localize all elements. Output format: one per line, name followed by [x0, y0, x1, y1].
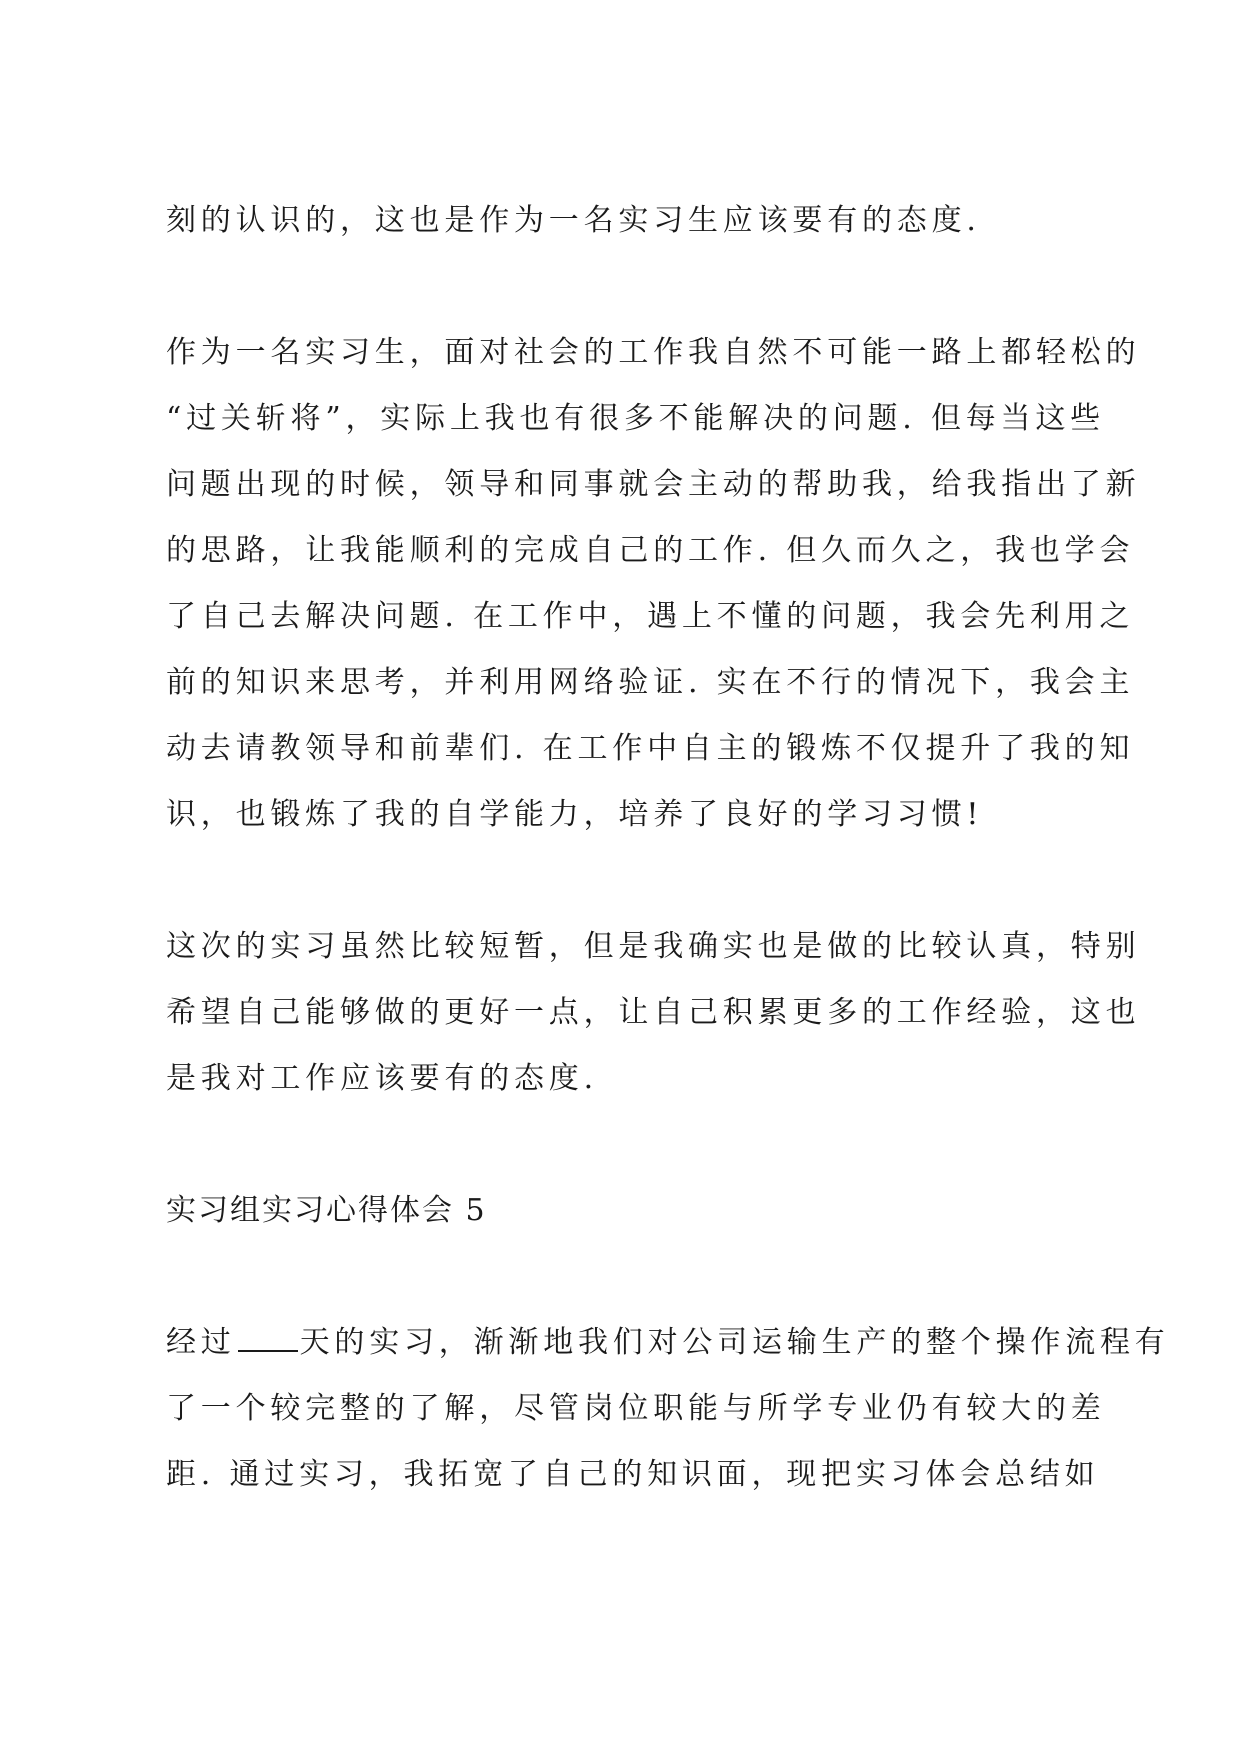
paragraph-line: 希望自己能够做的更好一点，让自己积累更多的工作经验，这也 [166, 995, 1141, 1030]
paragraph-line: 刻的认识的，这也是作为一名实习生应该要有的态度. [166, 203, 981, 238]
paragraph-line: 是我对工作应该要有的态度. [166, 1061, 598, 1096]
paragraph-2 [166, 320, 1141, 848]
paragraph-line: 问题出现的时候，领导和同事就会主动的帮助我，给我指出了新 [166, 467, 1141, 502]
paragraph-line: 识，也锻炼了我的自学能力，培养了良好的学习习惯! [166, 797, 984, 832]
paragraph-line: 前的知识来思考，并利用网络验证. 实在不行的情况下，我会主 [166, 665, 1135, 700]
section-heading [166, 1178, 1096, 1244]
paragraph-line: 的思路，让我能顺利的完成自己的工作. 但久而久之，我也学会 [166, 533, 1135, 568]
paragraph-line: 作为一名实习生，面对社会的工作我自然不可能一路上都轻松的 [166, 335, 1141, 370]
paragraph-line [166, 1310, 1170, 1376]
line-suffix: 天的实习，渐渐地我们对公司运输生产的整个操作流程有 [299, 1325, 1170, 1360]
paragraph-line: 了一个较完整的了解，尽管岗位职能与所学专业仍有较大的差 [166, 1391, 1106, 1426]
section-heading-text: 实习组实习心得体会 5 [166, 1193, 487, 1228]
line-prefix: 经过 [166, 1325, 236, 1360]
paragraph-line: 这次的实习虽然比较短暂，但是我确实也是做的比较认真，特别 [166, 929, 1141, 964]
paragraph-line: 了自己去解决问题. 在工作中，遇上不懂的问题，我会先利用之 [166, 599, 1135, 634]
fill-in-blank [238, 1328, 298, 1352]
paragraph-3 [166, 914, 1141, 1112]
paragraph-line: “过关斩将”，实际上我也有很多不能解决的问题. 但每当这些 [166, 401, 1105, 436]
paragraph-line: 距. 通过实习，我拓宽了自己的知识面，现把实习体会总结如 [166, 1457, 1100, 1492]
paragraph-1 [166, 188, 1096, 254]
paragraph-4 [166, 1310, 1170, 1508]
paragraph-line: 动去请教领导和前辈们. 在工作中自主的锻炼不仅提升了我的知 [166, 731, 1135, 766]
